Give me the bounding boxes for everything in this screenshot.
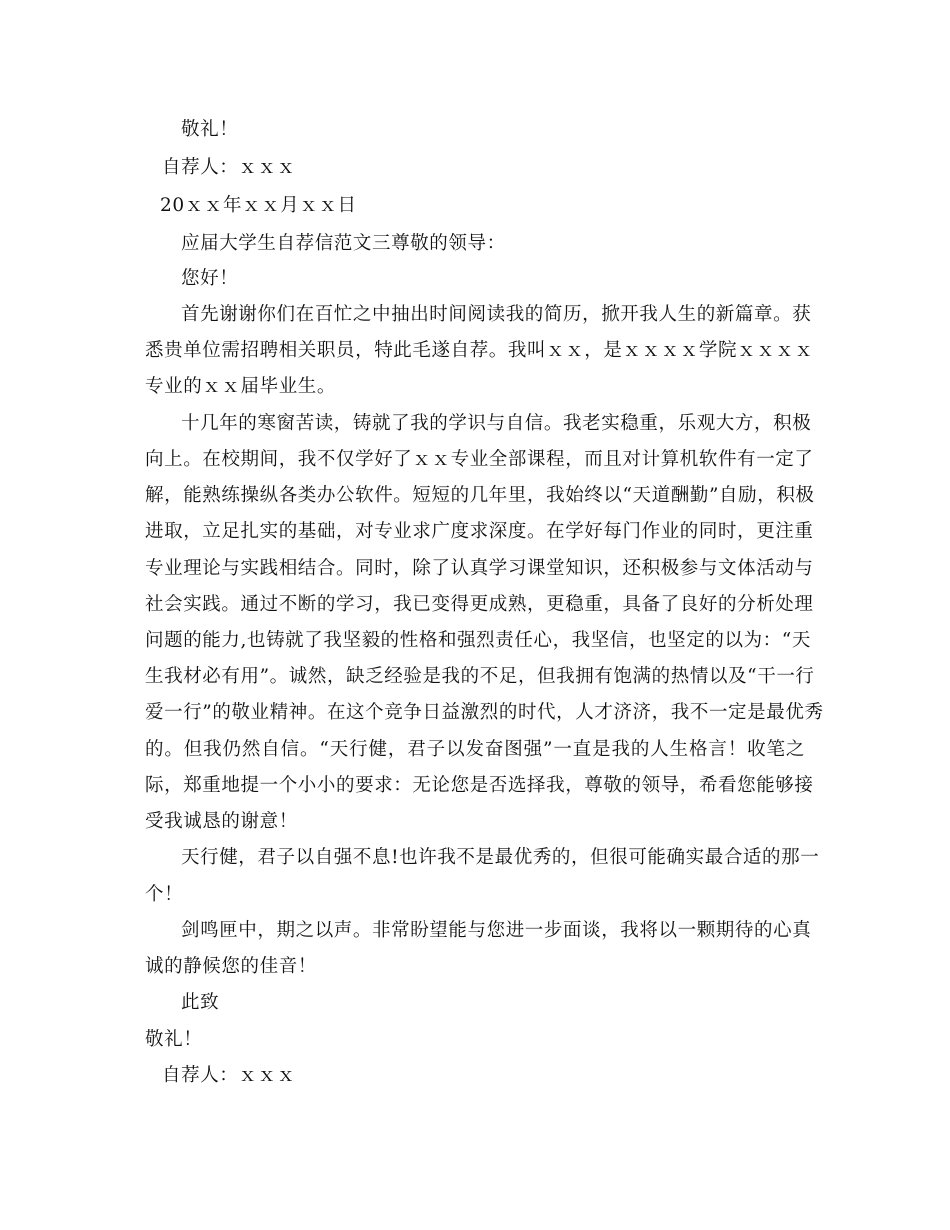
paragraph-line: 进取，立足扎实的基础，对专业求广度求深度。在学好每门作业的同时，更注重 (145, 521, 814, 542)
paragraph-line: 首先谢谢你们在百忙之中抽出时间阅读我的简历，掀开我人生的新篇章。获 (181, 304, 812, 325)
closing-signer: 自荐人：ｘｘｘ (162, 1065, 296, 1086)
greeting-text: 您好！ (181, 268, 239, 289)
paragraph-line: 专业的ｘｘ届毕业生。 (145, 376, 337, 397)
paragraph-line: 个！ (145, 884, 184, 905)
signer-text: 自荐人：ｘｘｘ (162, 157, 296, 178)
paragraph-line: 向上。在校期间，我不仅学好了ｘｘ专业全部课程，而且对计算机软件有一定了 (145, 449, 814, 470)
paragraph-line: 生我材必有用”。诚然，缺乏经验是我的不足，但我拥有饱满的热情以及“干一行 (145, 666, 815, 687)
closing-text: 此致 (181, 992, 220, 1013)
date-text: 20ｘｘ年ｘｘ月ｘｘ日 (160, 195, 357, 216)
paragraph-line: 专业理论与实践相结合。同时，除了认真学习课堂知识，还积极参与文体活动与 (145, 558, 814, 579)
paragraph-line: 十几年的寒窗苦读，铸就了我的学识与自信。我老实稳重，乐观大方，积极 (181, 413, 812, 434)
paragraph-line: 剑鸣匣中，期之以声。非常盼望能与您进一步面谈，我将以一颗期待的心真 (181, 920, 812, 941)
paragraph-line: 解，能熟练操纵各类办公软件。短短的几年里，我始终以“天道酬勤”自励，积极 (145, 485, 815, 506)
paragraph-line: 爱一行”的敬业精神。在这个竞争日益激烈的时代，人才济济，我不一定是最优秀 (145, 702, 824, 723)
salute-text: 敬礼！ (181, 119, 239, 140)
paragraph-line: 社会实践。通过不断的学习，我已变得更成熟，更稳重，具备了良好的分析处理 (145, 594, 814, 615)
paragraph-line: 际，郑重地提一个小小的要求：无论您是否选择我，尊敬的领导，希看您能够接 (145, 775, 814, 796)
paragraph-line: 悉贵单位需招聘相关职员，特此毛遂自荐。我叫ｘｘ，是ｘｘｘｘ学院ｘｘｘｘ (145, 340, 814, 361)
paragraph-line: 的。但我仍然自信。“天行健，君子以发奋图强”一直是我的人生格言！收笔之 (145, 739, 805, 760)
letter-title: 应届大学生自荐信范文三尊敬的领导： (181, 233, 506, 254)
paragraph-line: 诚的静候您的佳音！ (145, 956, 317, 977)
paragraph-line: 天行健，君子以自强不息!也许我不是最优秀的，但很可能确实最合适的那一 (181, 847, 820, 868)
closing-salute: 敬礼！ (145, 1029, 203, 1050)
paragraph-line: 问题的能力,也铸就了我坚毅的性格和强烈责任心，我坚信，也坚定的以为：“天 (145, 630, 811, 651)
paragraph-line: 受我诚恳的谢意！ (145, 811, 298, 832)
